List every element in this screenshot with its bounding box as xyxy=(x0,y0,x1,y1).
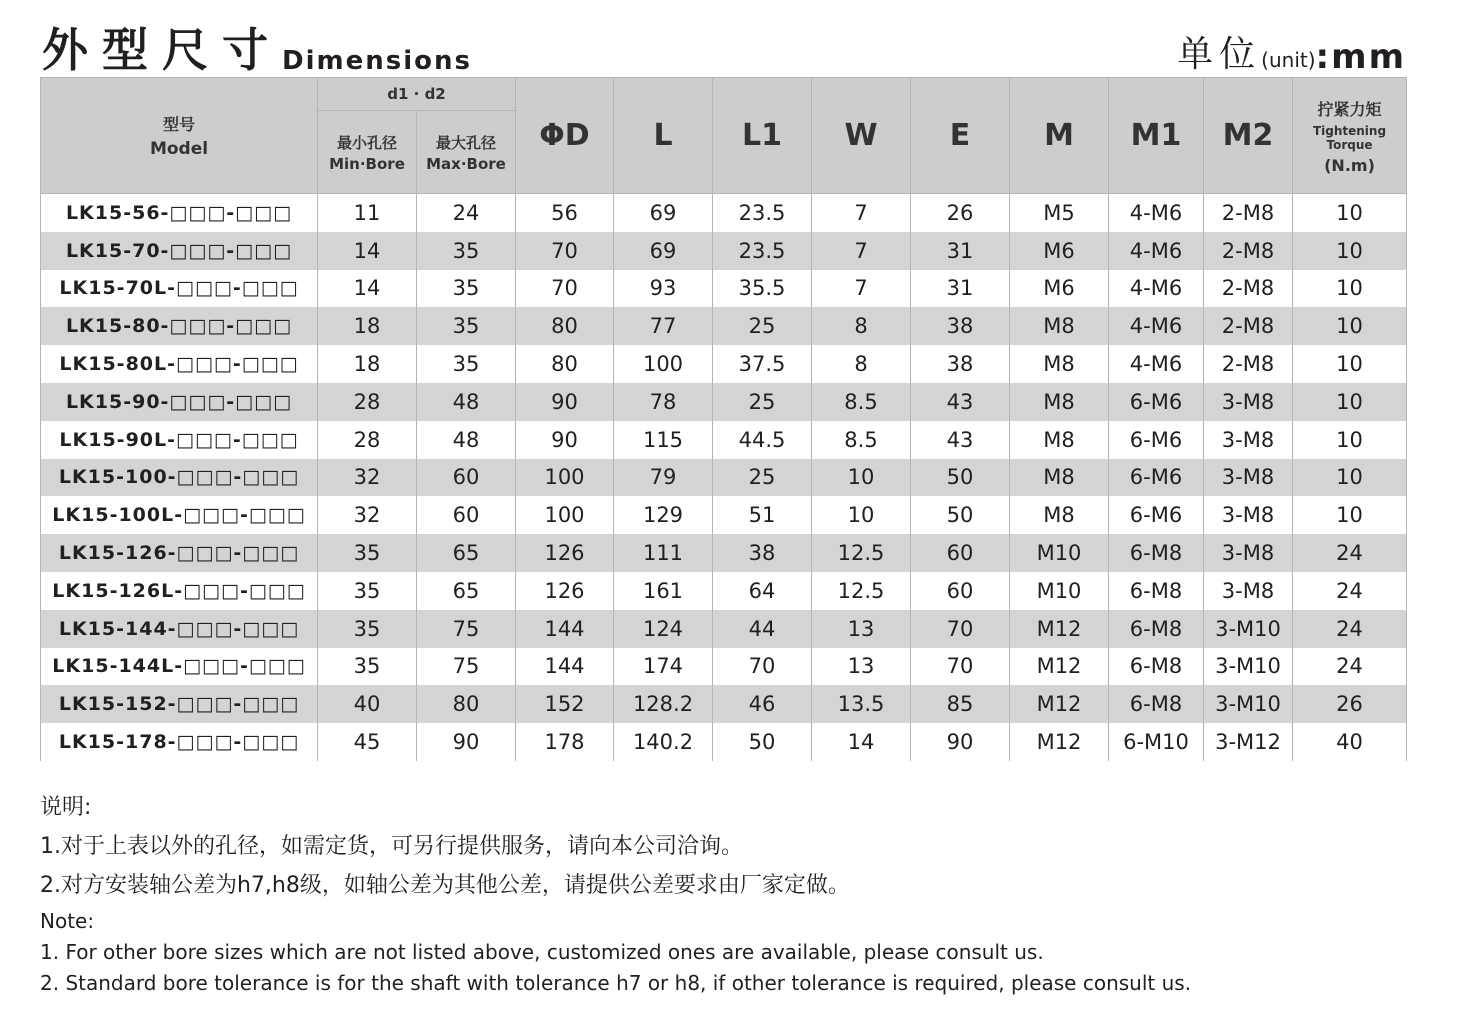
value-cell: 4-M6 xyxy=(1109,270,1204,308)
value-cell: 80 xyxy=(516,345,614,383)
model-cell: LK15-100L-□□□-□□□ xyxy=(41,496,318,534)
value-cell: 18 xyxy=(318,345,417,383)
value-cell: M12 xyxy=(1010,685,1109,723)
value-cell: 140.2 xyxy=(614,723,713,761)
value-cell: 46 xyxy=(713,685,812,723)
value-cell: M12 xyxy=(1010,723,1109,761)
value-cell: 7 xyxy=(812,194,911,232)
value-cell: 38 xyxy=(911,345,1010,383)
header-M2: M2 xyxy=(1204,78,1293,194)
table-row xyxy=(41,610,1407,648)
header-E: E xyxy=(911,78,1010,194)
value-cell: 3-M10 xyxy=(1204,610,1293,648)
value-cell: 75 xyxy=(417,610,516,648)
value-cell: 3-M8 xyxy=(1204,459,1293,497)
table-row xyxy=(41,345,1407,383)
table-row xyxy=(41,496,1407,534)
value-cell: 28 xyxy=(318,421,417,459)
table-row xyxy=(41,421,1407,459)
table-row xyxy=(41,534,1407,572)
value-cell: 2-M8 xyxy=(1204,307,1293,345)
value-cell: M5 xyxy=(1010,194,1109,232)
value-cell: 4-M6 xyxy=(1109,194,1204,232)
table-row xyxy=(41,685,1407,723)
value-cell: 26 xyxy=(911,194,1010,232)
note-zh-2: 2.对方安装轴公差为h7,h8级，如轴公差为其他公差，请提供公差要求由厂家定做。 xyxy=(40,873,850,898)
value-cell: 50 xyxy=(911,459,1010,497)
value-cell: 69 xyxy=(614,194,713,232)
value-cell: 60 xyxy=(417,459,516,497)
value-cell: 10 xyxy=(812,459,911,497)
value-cell: 70 xyxy=(516,270,614,308)
model-cell: LK15-80-□□□-□□□ xyxy=(41,307,318,345)
value-cell: 31 xyxy=(911,270,1010,308)
value-cell: 10 xyxy=(1293,307,1407,345)
model-cell: LK15-90-□□□-□□□ xyxy=(41,383,318,421)
value-cell: M8 xyxy=(1010,307,1109,345)
value-cell: 25 xyxy=(713,307,812,345)
value-cell: 10 xyxy=(1293,194,1407,232)
value-cell: 11 xyxy=(318,194,417,232)
value-cell: 24 xyxy=(1293,534,1407,572)
value-cell: 80 xyxy=(417,685,516,723)
value-cell: 70 xyxy=(713,648,812,686)
notes-en xyxy=(40,906,1191,999)
table-row xyxy=(41,572,1407,610)
value-cell: 14 xyxy=(318,270,417,308)
note-en-2: 2. Standard bore tolerance is for the shaft with tolerance h7 or h8, if other tolerance is required, please consult us. xyxy=(40,971,1192,995)
value-cell: 69 xyxy=(614,232,713,270)
value-cell: 10 xyxy=(1293,421,1407,459)
value-cell: 60 xyxy=(911,534,1010,572)
value-cell: 174 xyxy=(614,648,713,686)
value-cell: 3-M10 xyxy=(1204,648,1293,686)
value-cell: 78 xyxy=(614,383,713,421)
value-cell: 31 xyxy=(911,232,1010,270)
value-cell: 25 xyxy=(713,383,812,421)
value-cell: M8 xyxy=(1010,459,1109,497)
value-cell: 3-M8 xyxy=(1204,383,1293,421)
value-cell: 50 xyxy=(713,723,812,761)
note-zh-1: 1.对于上表以外的孔径，如需定货，可另行提供服务，请向本公司洽询。 xyxy=(40,834,743,859)
value-cell: 6-M6 xyxy=(1109,383,1204,421)
model-cell: LK15-152-□□□-□□□ xyxy=(41,685,318,723)
value-cell: 10 xyxy=(1293,496,1407,534)
unit-zh: 单位 xyxy=(1177,34,1262,75)
value-cell: 3-M12 xyxy=(1204,723,1293,761)
value-cell: 10 xyxy=(1293,459,1407,497)
value-cell: 24 xyxy=(1293,648,1407,686)
dimensions-table xyxy=(40,77,1407,761)
value-cell: 32 xyxy=(318,459,417,497)
value-cell: 37.5 xyxy=(713,345,812,383)
value-cell: 115 xyxy=(614,421,713,459)
value-cell: M10 xyxy=(1010,534,1109,572)
value-cell: 75 xyxy=(417,648,516,686)
value-cell: 40 xyxy=(318,685,417,723)
value-cell: 48 xyxy=(417,383,516,421)
value-cell: 23.5 xyxy=(713,194,812,232)
value-cell: 24 xyxy=(1293,572,1407,610)
value-cell: 10 xyxy=(812,496,911,534)
value-cell: 40 xyxy=(1293,723,1407,761)
value-cell: 10 xyxy=(1293,232,1407,270)
value-cell: 4-M6 xyxy=(1109,232,1204,270)
value-cell: 70 xyxy=(516,232,614,270)
unit-colon: : xyxy=(1315,37,1332,77)
value-cell: 48 xyxy=(417,421,516,459)
value-cell: 2-M8 xyxy=(1204,345,1293,383)
value-cell: 6-M8 xyxy=(1109,648,1204,686)
header-L1: L1 xyxy=(713,78,812,194)
table-row xyxy=(41,459,1407,497)
value-cell: 35 xyxy=(417,307,516,345)
model-cell: LK15-70-□□□-□□□ xyxy=(41,232,318,270)
value-cell: 6-M8 xyxy=(1109,572,1204,610)
table-row xyxy=(41,270,1407,308)
value-cell: 45 xyxy=(318,723,417,761)
value-cell: 43 xyxy=(911,421,1010,459)
value-cell: 124 xyxy=(614,610,713,648)
value-cell: 64 xyxy=(713,572,812,610)
value-cell: 44.5 xyxy=(713,421,812,459)
value-cell: 60 xyxy=(911,572,1010,610)
table-row xyxy=(41,307,1407,345)
value-cell: 3-M8 xyxy=(1204,421,1293,459)
model-cell: LK15-56-□□□-□□□ xyxy=(41,194,318,232)
header-min-bore: 最小孔径 Min·Bore xyxy=(318,111,417,194)
value-cell: 7 xyxy=(812,232,911,270)
value-cell: 90 xyxy=(516,383,614,421)
value-cell: 23.5 xyxy=(713,232,812,270)
value-cell: 6-M10 xyxy=(1109,723,1204,761)
value-cell: 8.5 xyxy=(812,383,911,421)
table-row xyxy=(41,194,1407,232)
header-M: M xyxy=(1010,78,1109,194)
notes-en-label: Note: xyxy=(40,909,95,933)
value-cell: 43 xyxy=(911,383,1010,421)
value-cell: 3-M8 xyxy=(1204,534,1293,572)
unit-paren: (unit) xyxy=(1261,48,1316,72)
value-cell: 80 xyxy=(516,307,614,345)
value-cell: 3-M8 xyxy=(1204,572,1293,610)
value-cell: 4-M6 xyxy=(1109,345,1204,383)
value-cell: M6 xyxy=(1010,232,1109,270)
value-cell: M8 xyxy=(1010,383,1109,421)
value-cell: M10 xyxy=(1010,572,1109,610)
notes-zh xyxy=(40,788,850,905)
value-cell: 38 xyxy=(911,307,1010,345)
value-cell: 3-M8 xyxy=(1204,496,1293,534)
value-cell: 128.2 xyxy=(614,685,713,723)
value-cell: 126 xyxy=(516,534,614,572)
value-cell: M12 xyxy=(1010,610,1109,648)
value-cell: 2-M8 xyxy=(1204,194,1293,232)
value-cell: 12.5 xyxy=(812,534,911,572)
value-cell: 3-M10 xyxy=(1204,685,1293,723)
value-cell: 6-M8 xyxy=(1109,534,1204,572)
value-cell: 4-M6 xyxy=(1109,307,1204,345)
value-cell: 56 xyxy=(516,194,614,232)
value-cell: 6-M8 xyxy=(1109,610,1204,648)
value-cell: 51 xyxy=(713,496,812,534)
model-cell: LK15-100-□□□-□□□ xyxy=(41,459,318,497)
value-cell: 35 xyxy=(318,572,417,610)
model-cell: LK15-80L-□□□-□□□ xyxy=(41,345,318,383)
value-cell: 25 xyxy=(713,459,812,497)
value-cell: 7 xyxy=(812,270,911,308)
value-cell: 100 xyxy=(614,345,713,383)
model-cell: LK15-126-□□□-□□□ xyxy=(41,534,318,572)
value-cell: 14 xyxy=(812,723,911,761)
value-cell: 14 xyxy=(318,232,417,270)
value-cell: 35 xyxy=(417,232,516,270)
value-cell: 10 xyxy=(1293,383,1407,421)
model-cell: LK15-178-□□□-□□□ xyxy=(41,723,318,761)
value-cell: 144 xyxy=(516,648,614,686)
model-cell: LK15-126L-□□□-□□□ xyxy=(41,572,318,610)
header-torque: 拧紧力矩 Tightening Torque (N.m) xyxy=(1293,78,1407,194)
value-cell: 90 xyxy=(911,723,1010,761)
value-cell: 65 xyxy=(417,572,516,610)
value-cell: 8 xyxy=(812,345,911,383)
value-cell: 18 xyxy=(318,307,417,345)
value-cell: M8 xyxy=(1010,496,1109,534)
notes-zh-label: 说明: xyxy=(40,795,92,820)
value-cell: 50 xyxy=(911,496,1010,534)
value-cell: 38 xyxy=(713,534,812,572)
value-cell: 35 xyxy=(318,534,417,572)
value-cell: 70 xyxy=(911,648,1010,686)
value-cell: 6-M6 xyxy=(1109,496,1204,534)
value-cell: 93 xyxy=(614,270,713,308)
value-cell: M6 xyxy=(1010,270,1109,308)
value-cell: 10 xyxy=(1293,345,1407,383)
value-cell: 2-M8 xyxy=(1204,270,1293,308)
value-cell: 28 xyxy=(318,383,417,421)
unit-value: mm xyxy=(1331,37,1406,77)
value-cell: 60 xyxy=(417,496,516,534)
value-cell: 85 xyxy=(911,685,1010,723)
value-cell: 129 xyxy=(614,496,713,534)
value-cell: 24 xyxy=(417,194,516,232)
value-cell: 35 xyxy=(417,345,516,383)
value-cell: 111 xyxy=(614,534,713,572)
value-cell: 100 xyxy=(516,496,614,534)
value-cell: 13.5 xyxy=(812,685,911,723)
value-cell: 8.5 xyxy=(812,421,911,459)
value-cell: 90 xyxy=(417,723,516,761)
model-cell: LK15-144L-□□□-□□□ xyxy=(41,648,318,686)
note-en-1: 1. For other bore sizes which are not listed above, customized ones are available, please consult us. xyxy=(40,940,1044,964)
value-cell: 152 xyxy=(516,685,614,723)
header-max-bore: 最大孔径 Max·Bore xyxy=(417,111,516,194)
value-cell: 35 xyxy=(417,270,516,308)
value-cell: 8 xyxy=(812,307,911,345)
value-cell: 6-M6 xyxy=(1109,459,1204,497)
table-row xyxy=(41,232,1407,270)
value-cell: 144 xyxy=(516,610,614,648)
value-cell: 44 xyxy=(713,610,812,648)
value-cell: 24 xyxy=(1293,610,1407,648)
value-cell: 12.5 xyxy=(812,572,911,610)
value-cell: M12 xyxy=(1010,648,1109,686)
header-M1: M1 xyxy=(1109,78,1204,194)
header-L: L xyxy=(614,78,713,194)
header-bore-group: d1 · d2 xyxy=(318,78,516,111)
value-cell: 10 xyxy=(1293,270,1407,308)
value-cell: 178 xyxy=(516,723,614,761)
value-cell: 35 xyxy=(318,610,417,648)
value-cell: M8 xyxy=(1010,345,1109,383)
unit-label xyxy=(1177,26,1406,77)
model-cell: LK15-144-□□□-□□□ xyxy=(41,610,318,648)
value-cell: 32 xyxy=(318,496,417,534)
value-cell: 6-M8 xyxy=(1109,685,1204,723)
value-cell: 90 xyxy=(516,421,614,459)
title-zh: 外型尺寸 xyxy=(42,23,282,77)
header-W: W xyxy=(812,78,911,194)
model-cell: LK15-70L-□□□-□□□ xyxy=(41,270,318,308)
table-row xyxy=(41,648,1407,686)
value-cell: M8 xyxy=(1010,421,1109,459)
header-D: ΦD xyxy=(516,78,614,194)
title-en: Dimensions xyxy=(282,46,472,76)
page-title xyxy=(42,14,472,80)
table-row xyxy=(41,723,1407,761)
value-cell: 35 xyxy=(318,648,417,686)
value-cell: 2-M8 xyxy=(1204,232,1293,270)
value-cell: 126 xyxy=(516,572,614,610)
value-cell: 26 xyxy=(1293,685,1407,723)
value-cell: 35.5 xyxy=(713,270,812,308)
value-cell: 13 xyxy=(812,648,911,686)
model-cell: LK15-90L-□□□-□□□ xyxy=(41,421,318,459)
header-model: 型号 Model xyxy=(41,78,318,194)
value-cell: 79 xyxy=(614,459,713,497)
value-cell: 65 xyxy=(417,534,516,572)
value-cell: 70 xyxy=(911,610,1010,648)
value-cell: 100 xyxy=(516,459,614,497)
table-row xyxy=(41,383,1407,421)
value-cell: 6-M6 xyxy=(1109,421,1204,459)
value-cell: 13 xyxy=(812,610,911,648)
value-cell: 77 xyxy=(614,307,713,345)
value-cell: 161 xyxy=(614,572,713,610)
